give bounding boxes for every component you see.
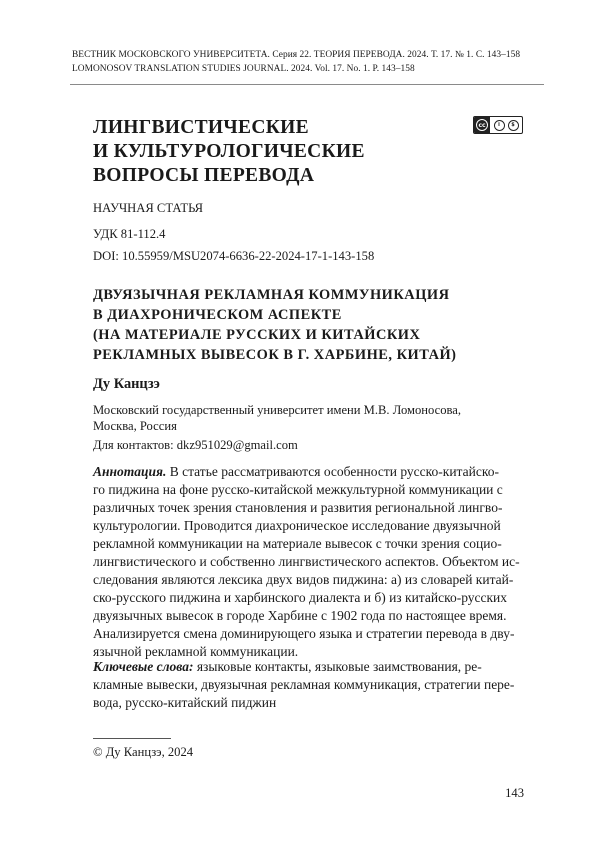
doi-link[interactable]: DOI: 10.55959/MSU2074-6636-22-2024-17-1-143-158: [93, 249, 375, 263]
attribution-icon: i: [494, 120, 505, 131]
footnote-rule: [93, 738, 171, 739]
abstract-line: Аннотация. В статье рассматриваются особенности русско-китайско-: [93, 464, 499, 479]
noncommercial-icon: $: [508, 120, 519, 131]
abstract-line: язычной рекламной коммуникации.: [93, 644, 299, 659]
article-title-line: РЕКЛАМНЫХ ВЫВЕСОК В Г. ХАРБИНЕ, КИТАЙ): [93, 347, 457, 363]
article-title: [93, 285, 523, 365]
abstract-line: ско-русского пиджина и харбинского диалекта и б) из китайско-русских: [93, 590, 508, 605]
keywords-label: Ключевые слова:: [93, 659, 194, 674]
abstract-line: Анализируется смена доминирующего языка и стратегии перевода в дву-: [93, 626, 515, 641]
article-title-line: В ДИАХРОНИЧЕСКОМ АСПЕКТЕ: [93, 307, 342, 323]
keywords-line: Ключевые слова: языковые контакты, языковые заимствования, ре-: [93, 659, 482, 674]
abstract-line: различных точек зрения становления и развития региональной лингво-: [93, 500, 503, 515]
page-number: 143: [505, 786, 524, 800]
abstract: [93, 463, 523, 661]
affiliation-line: Москва, Россия: [93, 419, 177, 433]
section-title-line: ЛИНГВИСТИЧЕСКИЕ: [93, 117, 309, 138]
copyright-notice: © Ду Канцзэ, 2024: [93, 745, 194, 759]
journal-header-ru: ВЕСТНИК МОСКОВСКОГО УНИВЕРСИТЕТА. Серия 22. ТЕОРИЯ ПЕРЕВОДА. 2024. Т. 17. № 1. С. 143–158: [72, 50, 521, 60]
article-title-line: (НА МАТЕРИАЛЕ РУССКИХ И КИТАЙСКИХ: [93, 327, 421, 343]
contact-email[interactable]: Для контактов: dkz951029@gmail.com: [93, 438, 298, 452]
keywords: [93, 658, 523, 712]
abstract-line: лингвистического и собственно лингвистического аспектов. Объектом ис-: [93, 554, 520, 569]
section-title: [93, 116, 413, 188]
cc-conditions: [490, 120, 522, 131]
section-title-line: ВОПРОСЫ ПЕРЕВОДА: [93, 165, 315, 186]
abstract-line: го пиджина на фоне русско-китайской межкультурной коммуникации с: [93, 482, 503, 497]
keywords-line: кламные вывески, двуязычная рекламная коммуникация, стратегии пере-: [93, 677, 515, 692]
journal-header-en: LOMONOSOV TRANSLATION STUDIES JOURNAL. 2024. Vol. 17. No. 1. P. 143–158: [72, 64, 415, 74]
article-title-line: ДВУЯЗЫЧНАЯ РЕКЛАМНАЯ КОММУНИКАЦИЯ: [93, 287, 450, 303]
udc-code: УДК 81-112.4: [93, 227, 166, 241]
author-name: Ду Канцзэ: [93, 376, 160, 392]
section-title-line: И КУЛЬТУРОЛОГИЧЕСКИЕ: [93, 141, 365, 162]
abstract-line: рекламной коммуникации на материале вывесок с точки зрения социо-: [93, 536, 502, 551]
affiliation: [93, 402, 523, 434]
cc-by-nc-icon[interactable]: [473, 116, 523, 134]
abstract-line: следования являются лексика двух видов пиджина: а) из словарей китай-: [93, 572, 514, 587]
header-rule: [70, 84, 544, 85]
affiliation-line: Московский государственный университет имени М.В. Ломоносова,: [93, 403, 462, 417]
abstract-label: Аннотация.: [93, 464, 167, 479]
abstract-line: двуязычных вывесок в городе Харбине с 1902 года по настоящее время.: [93, 608, 507, 623]
article-type: НАУЧНАЯ СТАТЬЯ: [93, 201, 204, 215]
journal-header: [72, 48, 542, 76]
abstract-line: культурологии. Проводится диахроническое исследование двуязычной: [93, 518, 501, 533]
keywords-line: вода, русско-китайский пиджин: [93, 695, 277, 710]
cc-mark: cc: [474, 117, 490, 133]
